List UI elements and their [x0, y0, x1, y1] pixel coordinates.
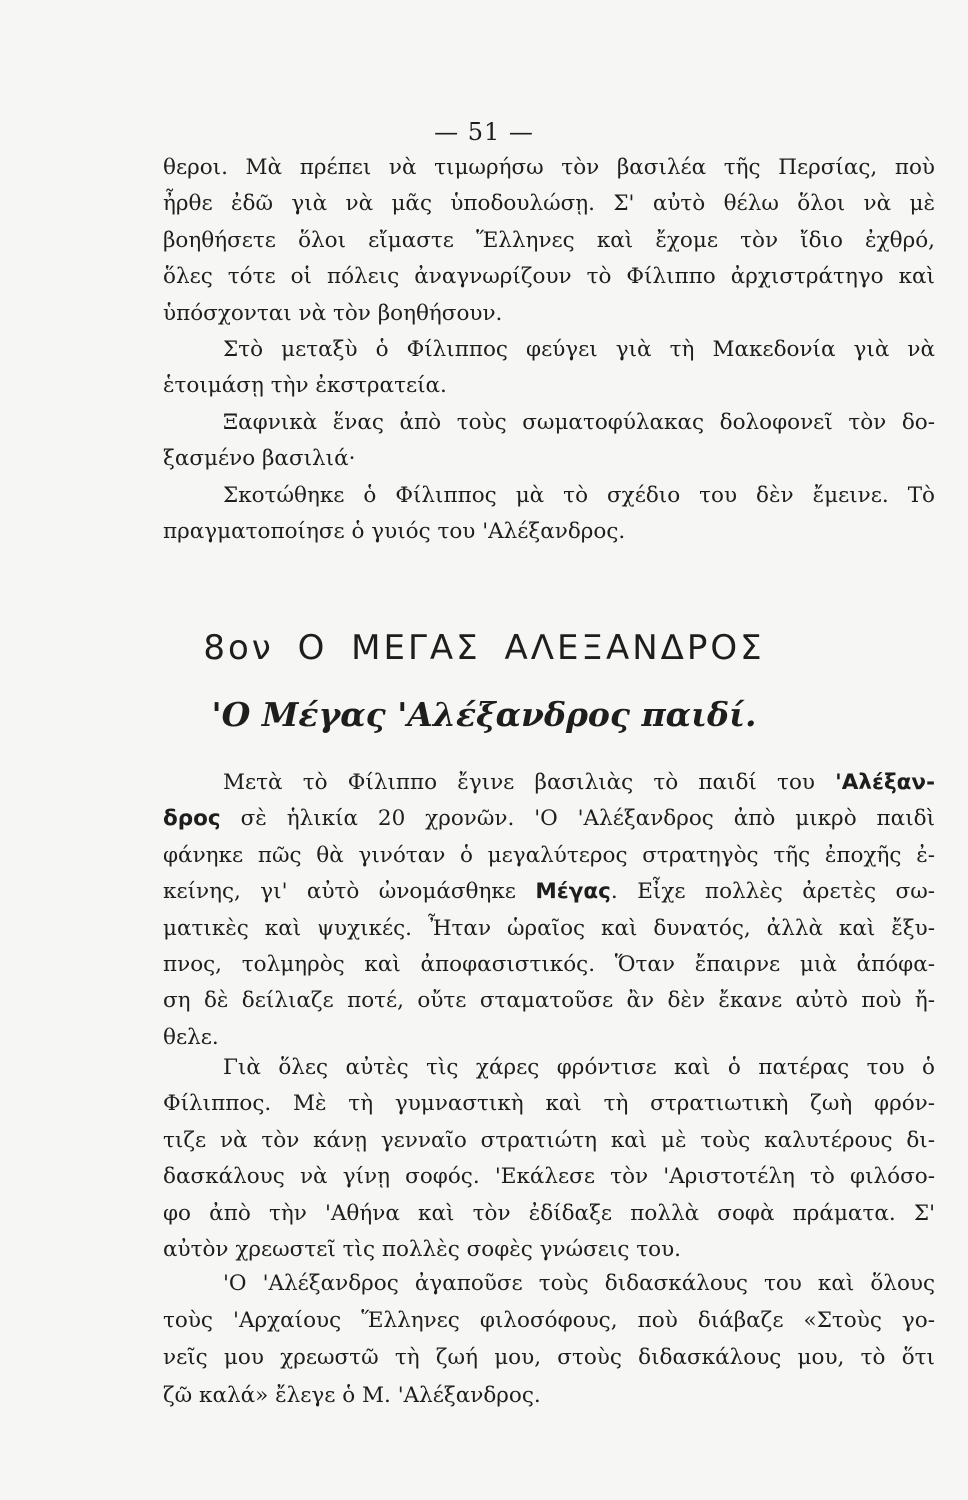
text-span: κείνης, γι' αὐτὸ ὠνομάσθηκε: [163, 879, 536, 905]
text-line: ἦρθε ἐδῶ γιὰ νὰ μᾶς ὑποδουλώσῃ. Σ' αὐτὸ θέλω ὅλοι νὰ μὲ: [163, 191, 935, 217]
text-line: ἑτοιμάσῃ τὴν ἐκστρατεία.: [163, 373, 447, 399]
text-line: αὐτὸν χρεωστεῖ τὶς πολλὲς σοφὲς γνώσεις του.: [163, 1236, 681, 1262]
section-subheading: 'Ο Μέγας 'Αλέξανδρος παιδί.: [211, 695, 757, 734]
text-line: δασκάλους νὰ γίνῃ σοφός. 'Εκάλεσε τὸν 'Αριστοτέλη τὸ φιλόσο-: [163, 1164, 935, 1190]
text-line: Γιὰ ὅλες αὐτὲς τὶς χάρες φρόντισε καὶ ὁ πατέρας του ὁ: [223, 1055, 935, 1080]
chapter-heading: 8ον Ο ΜΕΓΑΣ ΑΛΕΞΑΝΔΡΟΣ: [203, 628, 765, 668]
text-line: Στὸ μεταξὺ ὁ Φίλιππος φεύγει γιὰ τὴ Μακεδονία γιὰ νὰ: [223, 336, 935, 362]
paragraph-3: [163, 1265, 935, 1414]
text-span: σὲ ἡλικία 20 χρονῶν. 'Ο 'Αλέξανδρος ἀπὸ μικρὸ παιδὶ: [220, 806, 935, 832]
text-line: Σκοτώθηκε ὁ Φίλιππος μὰ τὸ σχέδιο του δὲν ἔμεινε. Τὸ: [223, 482, 935, 508]
text-line: [163, 874, 935, 910]
text-line: νεῖς μου χρεωστῶ τὴ ζωή μου, στοὺς διδασκάλους μου, τὸ ὅτι: [163, 1345, 935, 1371]
text-line: θελε.: [163, 1024, 219, 1050]
text-line: ὅλες τότε οἱ πόλεις ἀναγνωρίζουν τὸ Φίλιππο ἀρχιστράτηγο καὶ: [163, 264, 935, 290]
text-line: βοηθήσετε ὅλοι εἴμαστε Ἕλληνες καὶ ἔχομε τὸν ἴδιο ἐχθρό,: [163, 227, 935, 253]
page-number: — 51 —: [434, 118, 534, 146]
paragraph-1: [163, 765, 935, 1056]
text-line: πνος, τολμηρὸς καὶ ἀποφασιστικός. Ὅταν ἔπαιρνε μιὰ ἀπόφα-: [163, 951, 935, 977]
text-line: φάνηκε πῶς θὰ γινόταν ὁ μεγαλύτερος στρατηγὸς τῆς ἐποχῆς ἐ-: [163, 842, 935, 868]
emphasis-name: 'Αλέξαν-: [835, 770, 935, 795]
text-line: [163, 765, 935, 801]
text-line: θεροι. Μὰ πρέπει νὰ τιμωρήσω τὸν βασιλέα τῆς Περσίας, ποὺ: [163, 155, 935, 180]
text-line: ση δὲ δείλιαζε ποτέ, οὔτε σταματοῦσε ἂν δὲν ἔκανε αὐτὸ ποὺ ἤ-: [163, 988, 935, 1014]
text-line: ζῶ καλά» ἔλεγε ὁ Μ. 'Αλέξανδρος.: [163, 1382, 541, 1408]
text-span: . Εἶχε πολλὲς ἀρετὲς σω-: [610, 879, 935, 905]
text-line: φο ἀπὸ τὴν 'Αθήνα καὶ τὸν ἐδίδαξε πολλὰ σοφὰ πράματα. Σ': [163, 1200, 935, 1226]
text-line: [163, 801, 935, 837]
text-line: τοὺς 'Αρχαίους Ἕλληνες φιλοσόφους, ποὺ διάβαζε «Στοὺς γο-: [163, 1308, 935, 1334]
emphasis-name: δρος: [163, 806, 221, 832]
text-line: Φίλιππος. Μὲ τὴ γυμναστικὴ καὶ τὴ στρατιωτικὴ ζωὴ φρόν-: [163, 1091, 935, 1117]
text-line: πραγματοποίησε ὁ γυιός του 'Αλέξανδρος.: [163, 518, 626, 544]
text-line: Ξαφνικὰ ἕνας ἀπὸ τοὺς σωματοφύλακας δολοφονεῖ τὸν δο-: [223, 409, 935, 435]
text-line: 'Ο 'Αλέξανδρος ἀγαποῦσε τοὺς διδασκάλους του καὶ ὅλους: [223, 1271, 935, 1296]
text-line: ματικὲς καὶ ψυχικές. Ἦταν ὡραῖος καὶ δυνατός, ἀλλὰ καὶ ἔξυ-: [163, 915, 935, 941]
intro-text: [163, 150, 935, 550]
text-span: Μετὰ τὸ Φίλιππο ἔγινε βασιλιὰς τὸ παιδί του: [223, 770, 836, 795]
text-line: ὑπόσχονται νὰ τὸν βοηθήσουν.: [163, 300, 503, 326]
paragraph-2: [163, 1050, 935, 1268]
text-line: τιζε νὰ τὸν κάνῃ γενναῖο στρατιώτη καὶ μὲ τοὺς καλυτέρους δι-: [163, 1127, 935, 1153]
emphasis-name: Μέγας: [535, 879, 611, 905]
text-line: ξασμένο βασιλιά·: [163, 446, 356, 472]
